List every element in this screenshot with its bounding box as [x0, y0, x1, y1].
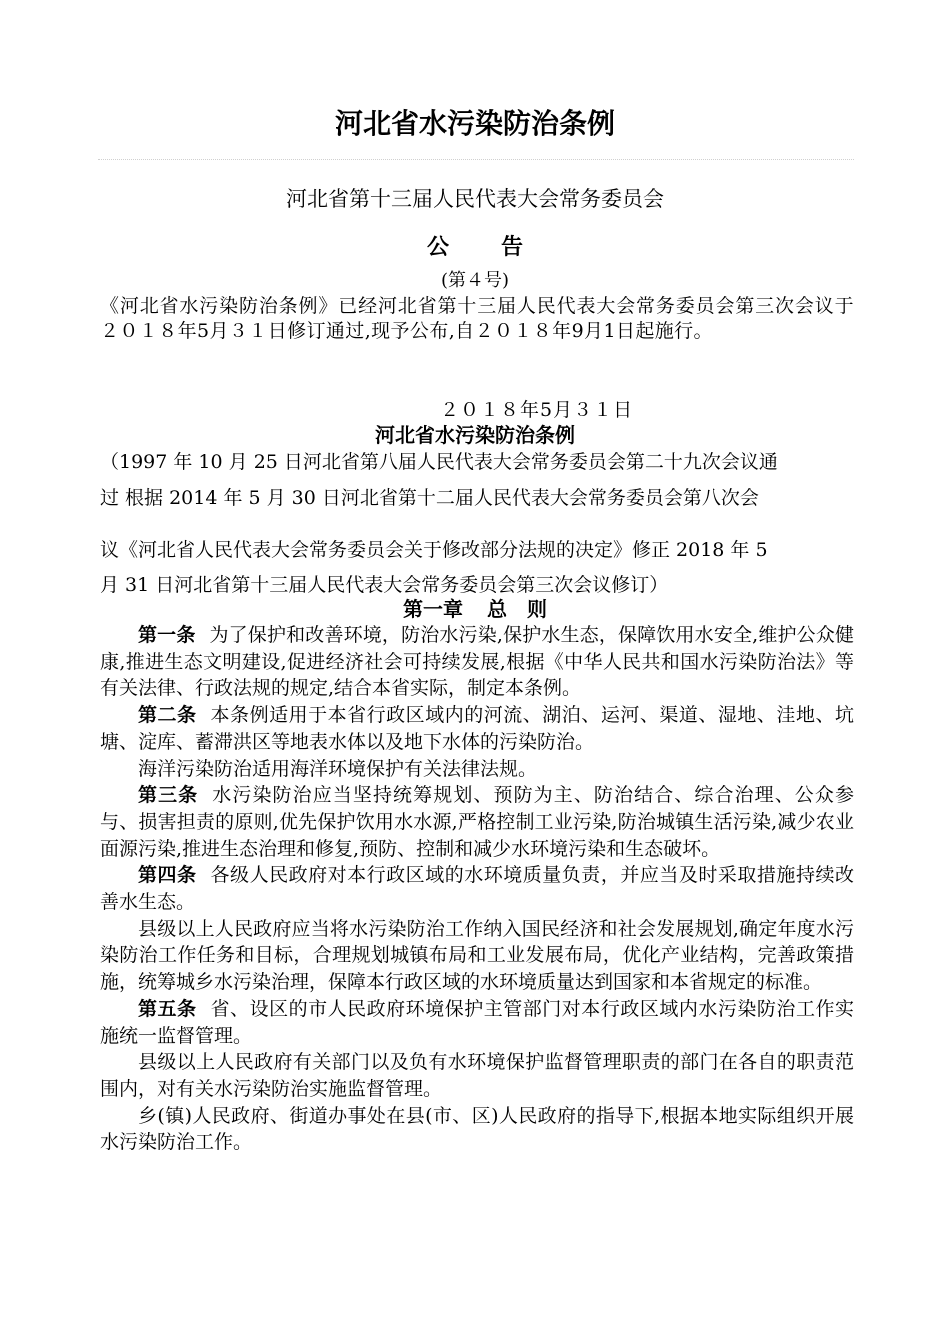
article-text: 水污染防治应当坚持统筹规划、预防为主、防治结合、综合治理、公众参与、损害担责的原则,优先保护饮用水水源,严格控制工业污染,防治城镇生活污染,减少农业面源污染,推进生态治理和修复,预防、控制和减少水环境污染和生态破坏。	[100, 784, 854, 860]
history-line: （1997 年 10 月 25 日河北省第八届人民代表大会常务委员会第二十九次会议通	[100, 451, 778, 473]
regulation-subtitle: 河北省水污染防治条例	[375, 423, 575, 447]
article-paragraph	[100, 1049, 854, 1102]
article-text: 海洋污染防治适用海洋环境保护有关法律法规。	[138, 757, 538, 780]
article-text: 乡(镇)人民政府、街道办事处在县(市、区)人民政府的指导下,根据本地实际组织开展水污染防治工作。	[100, 1104, 854, 1154]
chapter-number: 第一章	[403, 597, 463, 621]
article-text: 省、设区的市人民政府环境保护主管部门对本行政区域内水污染防治工作实施统一监督管理。	[100, 997, 854, 1047]
intro-paragraph: 《河北省水污染防治条例》已经河北省第十三届人民代表大会常务委员会第三次会议于２０１８年5月３１日修订通过,现予公布,自２０１８年9月1日起施行。	[100, 295, 854, 342]
title-divider	[98, 159, 854, 160]
article-text: 为了保护和改善环境，防治水污染,保护水生态，保障饮用水安全,维护公众健康,推进生态文明建设,促进经济社会可持续发展,根据《中华人民共和国水污染防治法》等有关法律、行政法规的规定,结合本省实际，制定本条例。	[100, 624, 854, 700]
article-heading: 第一条	[138, 624, 196, 646]
article-heading: 第二条	[138, 704, 197, 727]
article-paragraph	[100, 782, 854, 862]
history-line: 议《河北省人民代表大会常务委员会关于修改部分法规的决定》修正 2018 年 5	[100, 539, 768, 561]
article-heading: 第三条	[138, 784, 199, 807]
article-paragraph	[100, 756, 854, 783]
article-text: 各级人民政府对本行政区域的水环境质量负责，并应当及时采取措施持续改善水生态。	[100, 864, 854, 914]
document-title: 河北省水污染防治条例	[334, 107, 615, 140]
chapter-heading	[0, 596, 950, 622]
notice-char-2: 告	[501, 235, 524, 260]
notice-char-1: 公	[426, 235, 449, 260]
article-paragraph	[100, 702, 854, 755]
article-text: 县级以上人民政府有关部门以及负有水环境保护监督管理职责的部门在各自的职责范围内，对有关水污染防治实施监督管理。	[100, 1051, 854, 1100]
article-paragraph	[100, 996, 854, 1049]
history-line: 月 31 日河北省第十三届人民代表大会常务委员会第三次会议修订）	[100, 574, 669, 596]
notice-number: (第４号)	[440, 270, 510, 291]
article-paragraph	[100, 1103, 854, 1156]
article-paragraph	[100, 622, 854, 702]
article-paragraph	[100, 862, 854, 915]
promulgation-date: ２０１８年5月３１日	[440, 399, 634, 421]
issuer-line: 河北省第十三届人民代表大会常务委员会	[286, 187, 664, 211]
chapter-title: 总 则	[487, 597, 547, 621]
article-heading: 第五条	[138, 997, 197, 1020]
articles	[100, 622, 854, 1156]
article-text: 本条例适用于本省行政区域内的河流、湖泊、运河、渠道、湿地、洼地、坑塘、淀库、蓄滞洪区等地表水体以及地下水体的污染防治。	[100, 704, 854, 753]
notice-heading	[0, 232, 950, 264]
article-heading: 第四条	[138, 864, 197, 887]
article-paragraph	[100, 916, 854, 996]
history-line: 过 根据 2014 年 5 月 30 日河北省第十二届人民代表大会常务委员会第八次会	[100, 487, 759, 509]
article-text: 县级以上人民政府应当将水污染防治工作纳入国民经济和社会发展规划,确定年度水污染防治工作任务和目标，合理规划城镇布局和工业发展布局，优化产业结构，完善政策措施，统筹城乡水污染治理，保障本行政区域的水环境质量达到国家和本省规定的标准。	[100, 917, 854, 994]
